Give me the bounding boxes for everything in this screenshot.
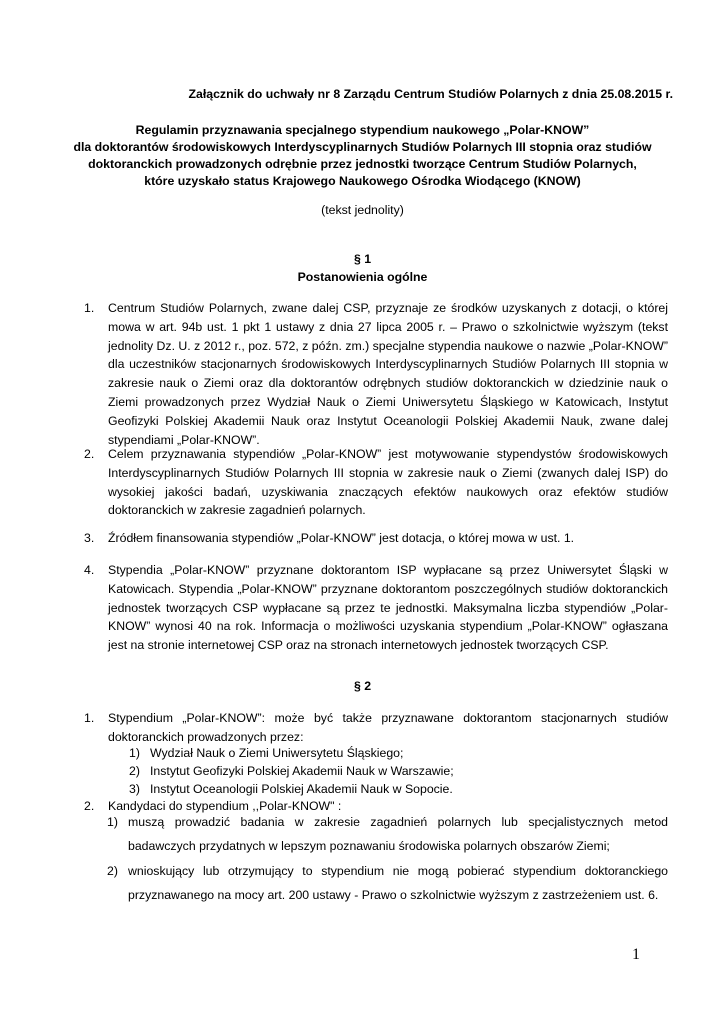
section-1-item-4 <box>84 561 668 655</box>
item-number: 2. <box>84 447 95 461</box>
subitem-text: Wydział Nauk o Ziemi Uniwersytetu Śląskiego; <box>150 746 404 760</box>
subitem-number: 2) <box>107 864 118 878</box>
section-2-subitem <box>107 860 668 907</box>
subitem-number: 2) <box>129 764 140 778</box>
section-1-title: Postanowienia ogólne <box>297 270 428 284</box>
subitem-text: Instytut Geofizyki Polskiej Akademii Nauk w Warszawie; <box>150 764 454 778</box>
item-text: Źródłem finansowania stypendiów „Polar-KNOW” jest dotacja, o której mowa w ust. 1. <box>108 531 575 545</box>
item-text: Stypendia „Polar-KNOW” przyznane doktorantom ISP wypłacane są przez Uniwersytet Śląski w Katowicach. Stypendia „Polar-KNOW” przyznane doktorantom poszczególnych studiów doktoranckich jednostek tworzących CSP wypłacane są przez te jednostki. Maksymalna liczba stypendiów „Polar-KNOW” wynosi 40 na rok. Informacja o możliwości uzyskania stypendium „Polar-KNOW” ogłaszana jest na stronie internetowej CSP oraz na stronach internetowych jednostek tworzących CSP. <box>108 563 668 653</box>
section-1-item-3 <box>84 529 668 548</box>
document-title <box>60 122 665 190</box>
section-1-number: § 1 <box>353 252 372 266</box>
item-number: 1. <box>84 711 95 725</box>
document-subtitle: (tekst jednolity) <box>321 203 404 217</box>
section-2-subitem <box>129 744 589 762</box>
title-line: które uzyskało status Krajowego Naukowego Ośrodka Wiodącego (KNOW) <box>144 174 581 188</box>
item-number: 3. <box>84 531 95 545</box>
subitem-number: 3) <box>129 782 140 796</box>
item-text: Celem przyznawania stypendiów „Polar-KNOW” jest motywowanie stypendystów środowiskowych Interdyscyplinarnych Studiów Polarnych III stopnia w zakresie nauk o Ziemi (zwanych dalej ISP) do wysokiej jakości badań, uzyskiwania znaczących efektów naukowych oraz efektów studiów doktoranckich w zakresie zagadnień polarnych. <box>108 447 668 518</box>
item-number: 2. <box>84 799 95 813</box>
title-line: dla doktorantów środowiskowych Interdyscyplinarnych Studiów Polarnych III stopnia oraz studiów <box>73 140 652 154</box>
section-2-item-1 <box>84 709 668 747</box>
title-line: doktoranckich prowadzonych odrębnie przez jednostki tworzące Centrum Studiów Polarnych, <box>88 157 637 171</box>
page-number: 1 <box>632 946 640 963</box>
subitem-text: wnioskujący lub otrzymujący to stypendium nie mogą pobierać stypendium doktoranckiego przyznawanego na mocy art. 200 ustawy - Prawo o szkolnictwie wyższym z zastrzeżeniem ust. 6. <box>128 864 668 902</box>
item-number: 1. <box>84 301 95 315</box>
item-text: Kandydaci do stypendium ,,Polar-KNOW" : <box>108 799 342 813</box>
subitem-text: Instytut Oceanologii Polskiej Akademii Nauk w Sopocie. <box>150 782 453 796</box>
item-number: 4. <box>84 563 95 577</box>
title-line: Regulamin przyznawania specjalnego stypendium naukowego „Polar-KNOW” <box>135 123 590 137</box>
section-1-item-1 <box>84 299 668 449</box>
item-text: Centrum Studiów Polarnych, zwane dalej CSP, przyznaje ze środków uzyskanych z dotacji, o której mowa w art. 94b ust. 1 pkt 1 ustawy z dnia 27 lipca 2005 r. – Prawo o szkolnictwie wyższym (tekst jednolity Dz. U. z 2012 r., poz. 572, z późn. zm.) specjalne stypendia naukowe o nazwie „Polar-KNOW” dla uczestników stacjonarnych środowiskowych Interdyscyplinarnych Studiów Polarnych III stopnia w zakresie nauk o Ziemi oraz dla doktorantów odrębnych studiów doktoranckich w dziedzinie nauk o Ziemi prowadzonych przez Wydział Nauk o Ziemi Uniwersytetu Śląskiego w Katowicach, Instytut Geofizyki Polskiej Akademii Nauk oraz Instytut Oceanologii Polskiej Akademii Nauk, zwane dalej stypendiami „Polar-KNOW”. <box>108 301 668 447</box>
section-2-subitem <box>129 762 589 780</box>
subitem-number: 1) <box>129 746 140 760</box>
section-2-number: § 2 <box>353 679 372 693</box>
section-2-subitem <box>107 811 668 858</box>
subitem-number: 1) <box>107 815 118 829</box>
attachment-note: Załącznik do uchwały nr 8 Zarządu Centrum Studiów Polarnych z dnia 25.08.2015 r. <box>188 87 673 101</box>
item-text: Stypendium „Polar-KNOW”: może być także przyznawane doktorantom stacjonarnych studiów doktoranckich prowadzonych przez: <box>108 711 668 744</box>
section-2-subitem <box>129 780 589 798</box>
subitem-text: muszą prowadzić badania w zakresie zagadnień polarnych lub specjalistycznych metod badawczych przydatnych w lepszym poznawaniu środowiska polarnych obszarów Ziemi; <box>128 815 668 853</box>
section-1-item-2 <box>84 445 668 520</box>
